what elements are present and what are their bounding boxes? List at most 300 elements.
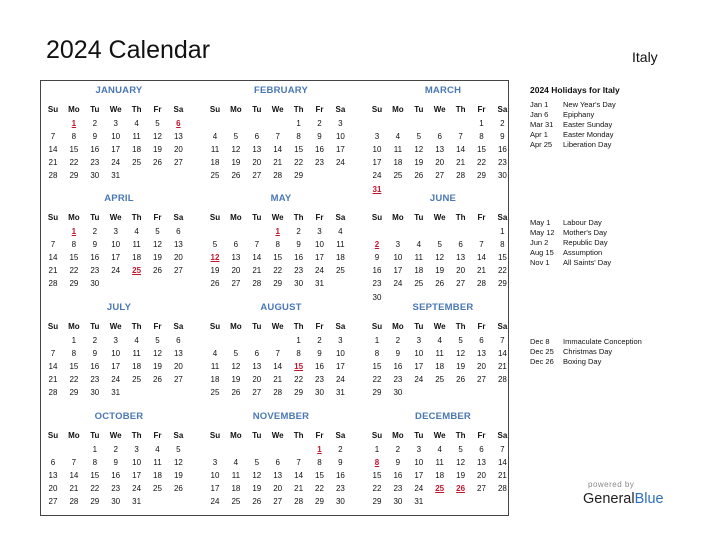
holiday-date: Aug 15	[530, 248, 554, 257]
day-cell: 10	[393, 253, 403, 263]
day-cell: 9	[338, 458, 343, 468]
day-cell: 9	[92, 240, 98, 250]
holiday-entry	[530, 100, 616, 109]
weekday-header: Tu	[252, 213, 262, 222]
day-cell: 7	[50, 240, 56, 250]
day-cell: 23	[315, 375, 324, 385]
day-cell: 19	[210, 266, 220, 276]
day-cell: 28	[48, 388, 58, 398]
holiday-name: New Year's Day	[563, 100, 616, 109]
month-june	[368, 193, 518, 302]
day-cell: 13	[456, 253, 466, 263]
weekday-header: Th	[455, 105, 466, 114]
day-cell: 27	[173, 375, 183, 385]
day-cell: 31	[111, 171, 121, 181]
day-cell: 9	[317, 349, 322, 359]
day-cell: 2	[317, 336, 322, 345]
day-cell: 19	[456, 362, 466, 372]
day-cell: 21	[48, 375, 58, 385]
weekday-header: Fr	[153, 431, 162, 440]
day-cell: 6	[479, 336, 484, 345]
weekday-header: Su	[209, 322, 221, 331]
day-cell: 18	[132, 145, 142, 155]
day-cell: 1	[479, 119, 484, 128]
day-cell: 6	[458, 240, 463, 250]
day-cell: 12	[414, 145, 424, 155]
day-cell: 10	[132, 458, 142, 468]
day-cell: 3	[338, 119, 343, 128]
day-cell: 4	[134, 336, 139, 345]
day-cell: 13	[273, 471, 283, 481]
weekday-header: Tu	[414, 431, 424, 440]
day-cell: 10	[414, 349, 424, 359]
weekday-header: Tu	[414, 213, 424, 222]
day-cell: 12	[252, 471, 262, 481]
weekday-header: Mo	[230, 213, 242, 222]
day-cell: 11	[435, 349, 444, 359]
day-cell: 5	[416, 132, 422, 142]
day-cell: 25	[414, 279, 424, 289]
day-cell: 23	[90, 158, 100, 168]
day-cell: 18	[393, 158, 403, 168]
day-cell: 30	[393, 388, 403, 398]
day-cell: 31	[315, 279, 324, 289]
day-cell: 28	[497, 484, 507, 494]
day-cell: 25	[435, 375, 445, 385]
day-cell: 27	[435, 171, 445, 181]
day-cell: 17	[335, 362, 345, 372]
day-cell: 27	[173, 158, 183, 168]
day-cell: 16	[111, 471, 121, 481]
month-january	[44, 85, 194, 185]
day-cell: 26	[173, 484, 183, 494]
day-cell: 9	[92, 132, 98, 142]
day-cell: 26	[210, 279, 220, 289]
day-cell: 7	[275, 349, 280, 359]
day-cell: 17	[111, 145, 121, 155]
day-cell: 13	[252, 145, 262, 155]
weekday-header: Sa	[497, 105, 508, 114]
day-cell: 8	[275, 240, 280, 250]
day-cell: 6	[479, 445, 484, 454]
day-cell: 29	[69, 279, 79, 289]
month-november	[206, 411, 356, 511]
holiday-date: Dec 26	[530, 357, 554, 366]
month-september	[368, 302, 518, 402]
holiday-entry	[530, 238, 608, 247]
day-cell: 26	[252, 497, 262, 507]
holiday-date: Jan 6	[530, 110, 549, 119]
day-cell: 29	[315, 497, 324, 507]
weekday-header: Th	[455, 213, 466, 222]
day-cell: 18	[132, 362, 142, 372]
weekday-header: Fr	[153, 213, 162, 222]
day-cell: 4	[437, 445, 442, 454]
day-cell: 25	[153, 484, 162, 494]
weekday-header: Th	[293, 213, 304, 222]
day-cell: 26	[153, 266, 162, 276]
month-name: APRIL	[104, 193, 134, 204]
day-cell: 16	[90, 362, 100, 372]
weekday-header: Sa	[335, 322, 346, 331]
holiday-day-cell: 1	[317, 445, 322, 454]
month-august	[206, 302, 356, 402]
day-cell: 3	[395, 240, 401, 250]
day-cell: 27	[477, 375, 486, 385]
day-cell: 3	[374, 132, 380, 142]
day-cell: 26	[414, 171, 424, 181]
day-cell: 18	[132, 253, 142, 263]
day-cell: 3	[113, 227, 118, 236]
day-cell: 22	[69, 375, 79, 385]
holiday-entry	[530, 110, 594, 119]
day-cell: 7	[479, 240, 484, 250]
day-cell: 3	[416, 336, 422, 345]
holiday-day-cell: 25	[132, 266, 142, 276]
day-cell: 3	[338, 336, 343, 345]
day-cell: 9	[500, 132, 505, 142]
weekday-header: Fr	[315, 213, 324, 222]
day-cell: 17	[315, 253, 324, 263]
day-cell: 28	[294, 497, 304, 507]
day-cell: 21	[48, 266, 58, 276]
month-december	[368, 411, 518, 511]
day-cell: 12	[456, 349, 466, 359]
day-cell: 11	[231, 471, 241, 481]
day-cell: 30	[90, 171, 100, 181]
day-cell: 29	[90, 497, 100, 507]
day-cell: 11	[336, 240, 345, 250]
day-cell: 24	[132, 484, 142, 494]
day-cell: 1	[374, 445, 380, 454]
weekday-header: We	[433, 322, 446, 331]
day-cell: 21	[456, 158, 466, 168]
day-cell: 25	[210, 171, 220, 181]
day-cell: 1	[296, 119, 301, 128]
day-cell: 4	[416, 240, 422, 250]
day-cell: 21	[48, 158, 58, 168]
weekday-header: Sa	[497, 322, 508, 331]
day-cell: 28	[456, 171, 466, 181]
holiday-name: Christmas Day	[563, 347, 613, 356]
month-april	[44, 193, 194, 293]
holiday-day-cell: 6	[176, 119, 181, 128]
day-cell: 7	[50, 132, 56, 142]
day-cell: 14	[273, 362, 283, 372]
holiday-name: Republic Day	[563, 238, 608, 247]
holiday-date: Mar 31	[530, 120, 554, 129]
day-cell: 3	[113, 119, 118, 128]
day-cell: 17	[111, 253, 121, 263]
day-cell: 5	[233, 349, 239, 359]
brand-name-general: General	[583, 491, 635, 507]
month-name: MARCH	[424, 85, 462, 96]
brand-name-blue: Blue	[634, 491, 664, 507]
day-cell: 12	[153, 132, 162, 142]
day-cell: 15	[69, 145, 79, 155]
day-cell: 22	[372, 375, 382, 385]
weekday-header: Su	[209, 213, 221, 222]
day-cell: 28	[273, 388, 283, 398]
holiday-day-cell: 2	[374, 240, 380, 250]
holiday-entry	[530, 347, 612, 356]
day-cell: 14	[252, 253, 262, 263]
day-cell: 18	[153, 471, 162, 481]
day-cell: 25	[210, 388, 220, 398]
weekday-header: Sa	[173, 322, 184, 331]
day-cell: 13	[435, 145, 445, 155]
weekday-header: Th	[293, 105, 304, 114]
day-cell: 10	[315, 240, 324, 250]
holiday-entry	[530, 258, 611, 267]
day-cell: 30	[393, 497, 403, 507]
weekday-header: Fr	[153, 322, 162, 331]
country-label: Italy	[632, 49, 658, 65]
day-cell: 23	[294, 266, 304, 276]
day-cell: 11	[132, 240, 141, 250]
day-cell: 31	[335, 388, 345, 398]
weekday-header: Sa	[173, 213, 184, 222]
day-cell: 2	[92, 119, 98, 128]
day-cell: 13	[252, 362, 262, 372]
holiday-name: Easter Monday	[563, 130, 614, 139]
day-cell: 4	[395, 132, 401, 142]
holiday-entry	[530, 130, 613, 139]
day-cell: 7	[296, 458, 301, 468]
month-name: NOVEMBER	[252, 411, 310, 422]
day-cell: 20	[173, 145, 183, 155]
day-cell: 30	[90, 279, 100, 289]
month-name: JANUARY	[95, 85, 143, 96]
day-cell: 28	[252, 279, 262, 289]
day-cell: 11	[153, 458, 162, 468]
day-cell: 2	[395, 445, 401, 454]
day-cell: 22	[69, 158, 79, 168]
holiday-day-cell: 8	[374, 458, 380, 468]
day-cell: 19	[153, 145, 162, 155]
day-cell: 17	[111, 362, 121, 372]
weekday-header: We	[109, 105, 122, 114]
day-cell: 9	[395, 349, 401, 359]
day-cell: 3	[416, 445, 422, 454]
weekday-header: Sa	[173, 431, 184, 440]
holiday-name: Mother's Day	[563, 228, 607, 237]
day-cell: 16	[497, 145, 507, 155]
day-cell: 12	[456, 458, 466, 468]
holidays-title: 2024 Holidays for Italy	[530, 85, 620, 95]
weekday-header: We	[109, 213, 122, 222]
day-cell: 6	[176, 227, 181, 236]
day-cell: 18	[231, 484, 241, 494]
day-cell: 26	[435, 279, 445, 289]
day-cell: 30	[315, 388, 324, 398]
day-cell: 2	[338, 445, 343, 454]
day-cell: 10	[335, 349, 345, 359]
day-cell: 19	[173, 471, 183, 481]
day-cell: 4	[155, 445, 160, 454]
day-cell: 14	[497, 458, 507, 468]
day-cell: 4	[134, 227, 139, 236]
day-cell: 21	[273, 158, 283, 168]
holiday-name: Assumption	[563, 248, 603, 257]
day-cell: 22	[294, 158, 304, 168]
day-cell: 15	[69, 253, 79, 263]
day-cell: 17	[335, 145, 345, 155]
weekday-header: Fr	[477, 322, 486, 331]
day-cell: 23	[90, 266, 100, 276]
day-cell: 6	[437, 132, 442, 142]
weekday-header: Su	[47, 322, 59, 331]
day-cell: 12	[435, 253, 445, 263]
day-cell: 13	[231, 253, 241, 263]
day-cell: 12	[231, 362, 241, 372]
day-cell: 17	[372, 158, 382, 168]
weekday-header: Su	[371, 105, 383, 114]
day-cell: 27	[173, 266, 183, 276]
holiday-name: Epiphany	[563, 110, 595, 119]
day-cell: 6	[50, 458, 56, 468]
weekday-header: Tu	[90, 105, 100, 114]
day-cell: 20	[48, 484, 58, 494]
day-cell: 3	[113, 336, 118, 345]
day-cell: 14	[48, 253, 58, 263]
holiday-date: Apr 25	[530, 140, 553, 149]
day-cell: 29	[477, 171, 486, 181]
day-cell: 20	[231, 266, 241, 276]
day-cell: 16	[90, 253, 100, 263]
day-cell: 15	[477, 145, 486, 155]
day-cell: 13	[173, 349, 183, 359]
weekday-header: Mo	[392, 213, 404, 222]
day-cell: 6	[176, 336, 181, 345]
day-cell: 10	[335, 132, 345, 142]
day-cell: 10	[210, 471, 220, 481]
day-cell: 12	[153, 240, 162, 250]
day-cell: 5	[155, 119, 160, 128]
day-cell: 24	[111, 158, 121, 168]
month-name: JUNE	[429, 193, 457, 204]
day-cell: 2	[92, 227, 98, 236]
weekday-header: Fr	[315, 105, 324, 114]
day-cell: 22	[497, 266, 507, 276]
day-cell: 17	[414, 471, 424, 481]
brand-logo	[583, 491, 664, 507]
day-cell: 18	[414, 266, 424, 276]
day-cell: 21	[497, 362, 507, 372]
day-cell: 8	[92, 458, 98, 468]
day-cell: 16	[335, 471, 345, 481]
month-march	[368, 85, 518, 194]
day-cell: 28	[48, 171, 58, 181]
weekday-header: Mo	[230, 431, 242, 440]
day-cell: 13	[477, 458, 486, 468]
month-october	[44, 411, 194, 511]
day-cell: 20	[477, 362, 486, 372]
weekday-header: Mo	[230, 105, 242, 114]
day-cell: 8	[500, 240, 505, 250]
holiday-entry	[530, 337, 642, 346]
holiday-name: All Saints' Day	[563, 258, 612, 267]
day-cell: 23	[497, 158, 507, 168]
weekday-header: Sa	[335, 213, 346, 222]
day-cell: 11	[132, 349, 141, 359]
day-cell: 1	[374, 336, 380, 345]
month-name: SEPTEMBER	[412, 302, 474, 313]
day-cell: 20	[173, 253, 183, 263]
day-cell: 19	[252, 484, 262, 494]
holiday-day-cell: 15	[294, 362, 304, 372]
day-cell: 15	[69, 362, 79, 372]
day-cell: 19	[435, 266, 445, 276]
holiday-date: May 12	[530, 228, 555, 237]
day-cell: 3	[134, 445, 139, 454]
weekday-header: Su	[47, 431, 59, 440]
day-cell: 30	[294, 279, 304, 289]
weekday-header: Sa	[335, 431, 346, 440]
day-cell: 22	[372, 484, 382, 494]
day-cell: 9	[113, 458, 118, 468]
holiday-name: Liberation Day	[563, 140, 612, 149]
day-cell: 30	[335, 497, 345, 507]
day-cell: 4	[437, 336, 442, 345]
day-cell: 23	[393, 375, 403, 385]
day-cell: 10	[111, 132, 121, 142]
day-cell: 24	[414, 484, 424, 494]
day-cell: 28	[48, 279, 58, 289]
weekday-header: Mo	[68, 431, 80, 440]
day-cell: 21	[294, 484, 304, 494]
weekday-header: Th	[455, 322, 466, 331]
month-name: FEBRUARY	[253, 85, 309, 96]
day-cell: 11	[414, 253, 423, 263]
day-cell: 19	[153, 362, 162, 372]
day-cell: 21	[477, 266, 486, 276]
holiday-entry	[530, 218, 602, 227]
day-cell: 10	[414, 458, 424, 468]
day-cell: 14	[273, 145, 283, 155]
day-cell: 5	[212, 240, 218, 250]
day-cell: 10	[111, 349, 121, 359]
weekday-header: Su	[371, 213, 383, 222]
weekday-header: Th	[131, 213, 142, 222]
weekday-header: Su	[371, 322, 383, 331]
weekday-header: We	[271, 322, 284, 331]
day-cell: 6	[275, 458, 280, 468]
day-cell: 16	[294, 253, 304, 263]
holiday-day-cell: 1	[71, 227, 77, 236]
holiday-entry	[530, 120, 612, 129]
day-cell: 20	[173, 362, 183, 372]
day-cell: 25	[132, 158, 142, 168]
day-cell: 7	[500, 445, 505, 454]
day-cell: 7	[275, 132, 280, 142]
weekday-header: We	[271, 213, 284, 222]
day-cell: 23	[315, 158, 324, 168]
holiday-entry	[530, 357, 601, 366]
day-cell: 9	[317, 132, 322, 142]
day-cell: 14	[497, 349, 507, 359]
day-cell: 20	[252, 158, 262, 168]
day-cell: 16	[90, 145, 100, 155]
month-may	[206, 193, 356, 293]
day-cell: 22	[69, 266, 79, 276]
page-title: 2024 Calendar	[46, 36, 211, 64]
day-cell: 6	[254, 132, 260, 142]
day-cell: 24	[372, 171, 382, 181]
day-cell: 30	[111, 497, 121, 507]
day-cell: 14	[294, 471, 304, 481]
day-cell: 5	[458, 445, 463, 454]
